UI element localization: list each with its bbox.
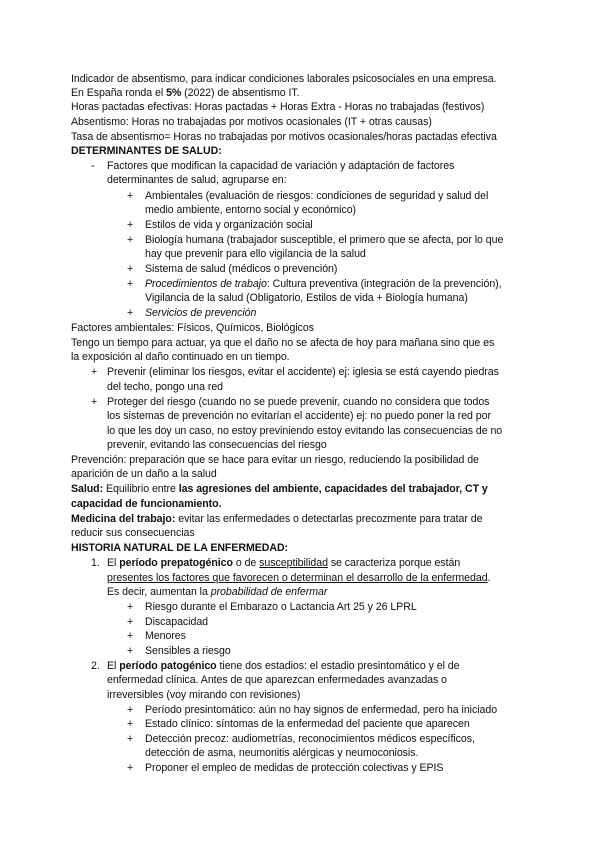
plus-marker: + — [127, 704, 134, 716]
paragraph-line: reducir sus consecuencias — [71, 527, 195, 539]
plus-marker: + — [127, 278, 134, 290]
list-item-text: Ambientales (evaluación de riesgos: condiciones de seguridad y salud del — [145, 190, 489, 202]
paragraph-line: aparición de un daño a la salud — [71, 468, 217, 480]
list-item-text: Período presintomático: aún no hay signos de enfermedad, pero ha iniciado — [145, 704, 498, 716]
list-item-text: irreversibles (voy mirando con revisiones) — [107, 689, 301, 701]
list-item-text: los sistemas de prevención no evitarían el accidente) ej: no puedo poner la red por — [107, 410, 491, 422]
list-item-text: Estado clínico: síntomas de la enfermedad del paciente que aparecen — [145, 718, 470, 730]
plus-marker: + — [127, 307, 134, 319]
plus-marker: + — [127, 601, 134, 613]
list-item-text: El período prepatogénico o de susceptibilidad se caracteriza porque están — [107, 557, 461, 569]
paragraph-line: Tengo un tiempo para actuar, ya que el daño no se afecta de hoy para mañana sino que es — [71, 337, 495, 349]
plus-marker: + — [127, 234, 134, 246]
list-item-text: presentes los factores que favorecen o determinan el desarrollo de la enfermedad. — [107, 572, 491, 584]
plus-marker: + — [127, 263, 134, 275]
list-item-text: Servicios de prevención — [145, 307, 257, 319]
list-item-text: Proteger del riesgo (cuando no se puede prevenir, cuando no considera que todos — [107, 396, 490, 408]
plus-marker: + — [127, 718, 134, 730]
absentismo-indicator-line: Indicador de absentismo, para indicar condiciones laborales psicosociales en una empresa. — [71, 73, 497, 85]
list-item-text: Discapacidad — [145, 616, 208, 628]
plus-marker: + — [127, 733, 134, 745]
determinantes-heading: DETERMINANTES DE SALUD: — [71, 145, 222, 157]
list-item-text: Prevenir (eliminar los riesgos, evitar el accidente) ej: iglesia se está cayendo piedras — [107, 366, 499, 378]
list-item-text: enfermedad clínica. Antes de que aparezcan enfermedades avanzadas o — [107, 674, 448, 686]
list-item-text: Biología humana (trabajador susceptible, el primero que se afecta, por lo que — [145, 234, 504, 246]
number-marker: 1. — [91, 557, 100, 569]
list-item-text: Sensibles a riesgo — [145, 645, 231, 657]
list-item-text: Factores que modifican la capacidad de variación y adaptación de factores — [107, 160, 455, 172]
dash-marker: - — [91, 160, 95, 172]
plus-marker: + — [91, 366, 98, 378]
list-item-text: Estilos de vida y organización social — [145, 219, 313, 231]
list-item-text: Riesgo durante el Embarazo o Lactancia Art 25 y 26 LPRL — [145, 601, 417, 613]
plus-marker: + — [127, 762, 134, 774]
plus-marker: + — [127, 630, 134, 642]
factores-ambientales-line: Factores ambientales: Físicos, Químicos, Biológicos — [71, 322, 314, 334]
list-item-text: Sistema de salud (médicos o prevención) — [145, 263, 338, 275]
list-item-text: Detección precoz: audiometrías, reconocimientos médicos específicos, — [145, 733, 475, 745]
list-item-text: del techo, pongo una red — [107, 381, 224, 393]
plus-marker: + — [127, 219, 134, 231]
salud-definition-line: Salud: Equilibrio entre las agresiones del ambiente, capacidades del trabajador, CT y — [71, 483, 488, 495]
list-item-text: Menores — [145, 630, 186, 642]
absentismo-definition-line: Absentismo: Horas no trabajadas por motivos ocasionales (IT + otras causas) — [71, 116, 432, 128]
list-item-text: hay que prevenir para ello vigilancia de la salud — [145, 248, 366, 260]
list-item-text: determinantes de salud, agruparse en: — [107, 174, 287, 186]
effective-hours-line: Horas pactadas efectivas: Horas pactadas + Horas Extra - Horas no trabajadas (festivos) — [71, 101, 485, 113]
list-item-text: prevenir, evitando las consecuencias del riesgo — [107, 439, 327, 451]
list-item-text: detección de asma, neumonitis alérgicas y neumoconiosis. — [145, 747, 419, 759]
list-item-text: Proponer el empleo de medidas de protección colectivas y EPIS — [145, 762, 444, 774]
paragraph-line: la exposición al daño continuado en un tiempo. — [71, 351, 290, 363]
list-item-text: Es decir, aumentan la probabilidad de enfermar — [107, 586, 328, 598]
plus-marker: + — [127, 190, 134, 202]
list-item-text: El período patogénico tiene dos estadios: el estadio presintomático y el de — [107, 660, 460, 672]
list-item-text: Procedimientos de trabajo: Cultura preventiva (integración de la prevención), — [145, 278, 502, 290]
plus-marker: + — [91, 396, 98, 408]
list-item-text: medio ambiente, entorno social y económico) — [145, 204, 357, 216]
plus-marker: + — [127, 645, 134, 657]
paragraph-line: capacidad de funcionamiento. — [71, 498, 222, 510]
spain-rate-line: En España ronda el 5% (2022) de absentismo IT. — [71, 87, 300, 99]
plus-marker: + — [127, 616, 134, 628]
list-item-text: lo que les doy un caso, no estoy previniendo estoy evitando las consecuencias de no — [107, 425, 503, 437]
medicina-trabajo-line: Medicina del trabajo: evitar las enfermedades o detectarlas precozmente para tratar de — [71, 513, 483, 525]
list-item-text: Vigilancia de la salud (Obligatorio, Estilos de vida + Biología humana) — [145, 292, 468, 304]
absentismo-rate-line: Tasa de absentismo= Horas no trabajadas por motivos ocasionales/horas pactadas efectiva — [71, 131, 497, 143]
prevencion-definition-line: Prevención: preparación que se hace para evitar un riesgo, reduciendo la posibilidad de — [71, 454, 479, 466]
historia-natural-heading: HISTORIA NATURAL DE LA ENFERMEDAD: — [71, 542, 289, 554]
number-marker: 2. — [91, 660, 100, 672]
